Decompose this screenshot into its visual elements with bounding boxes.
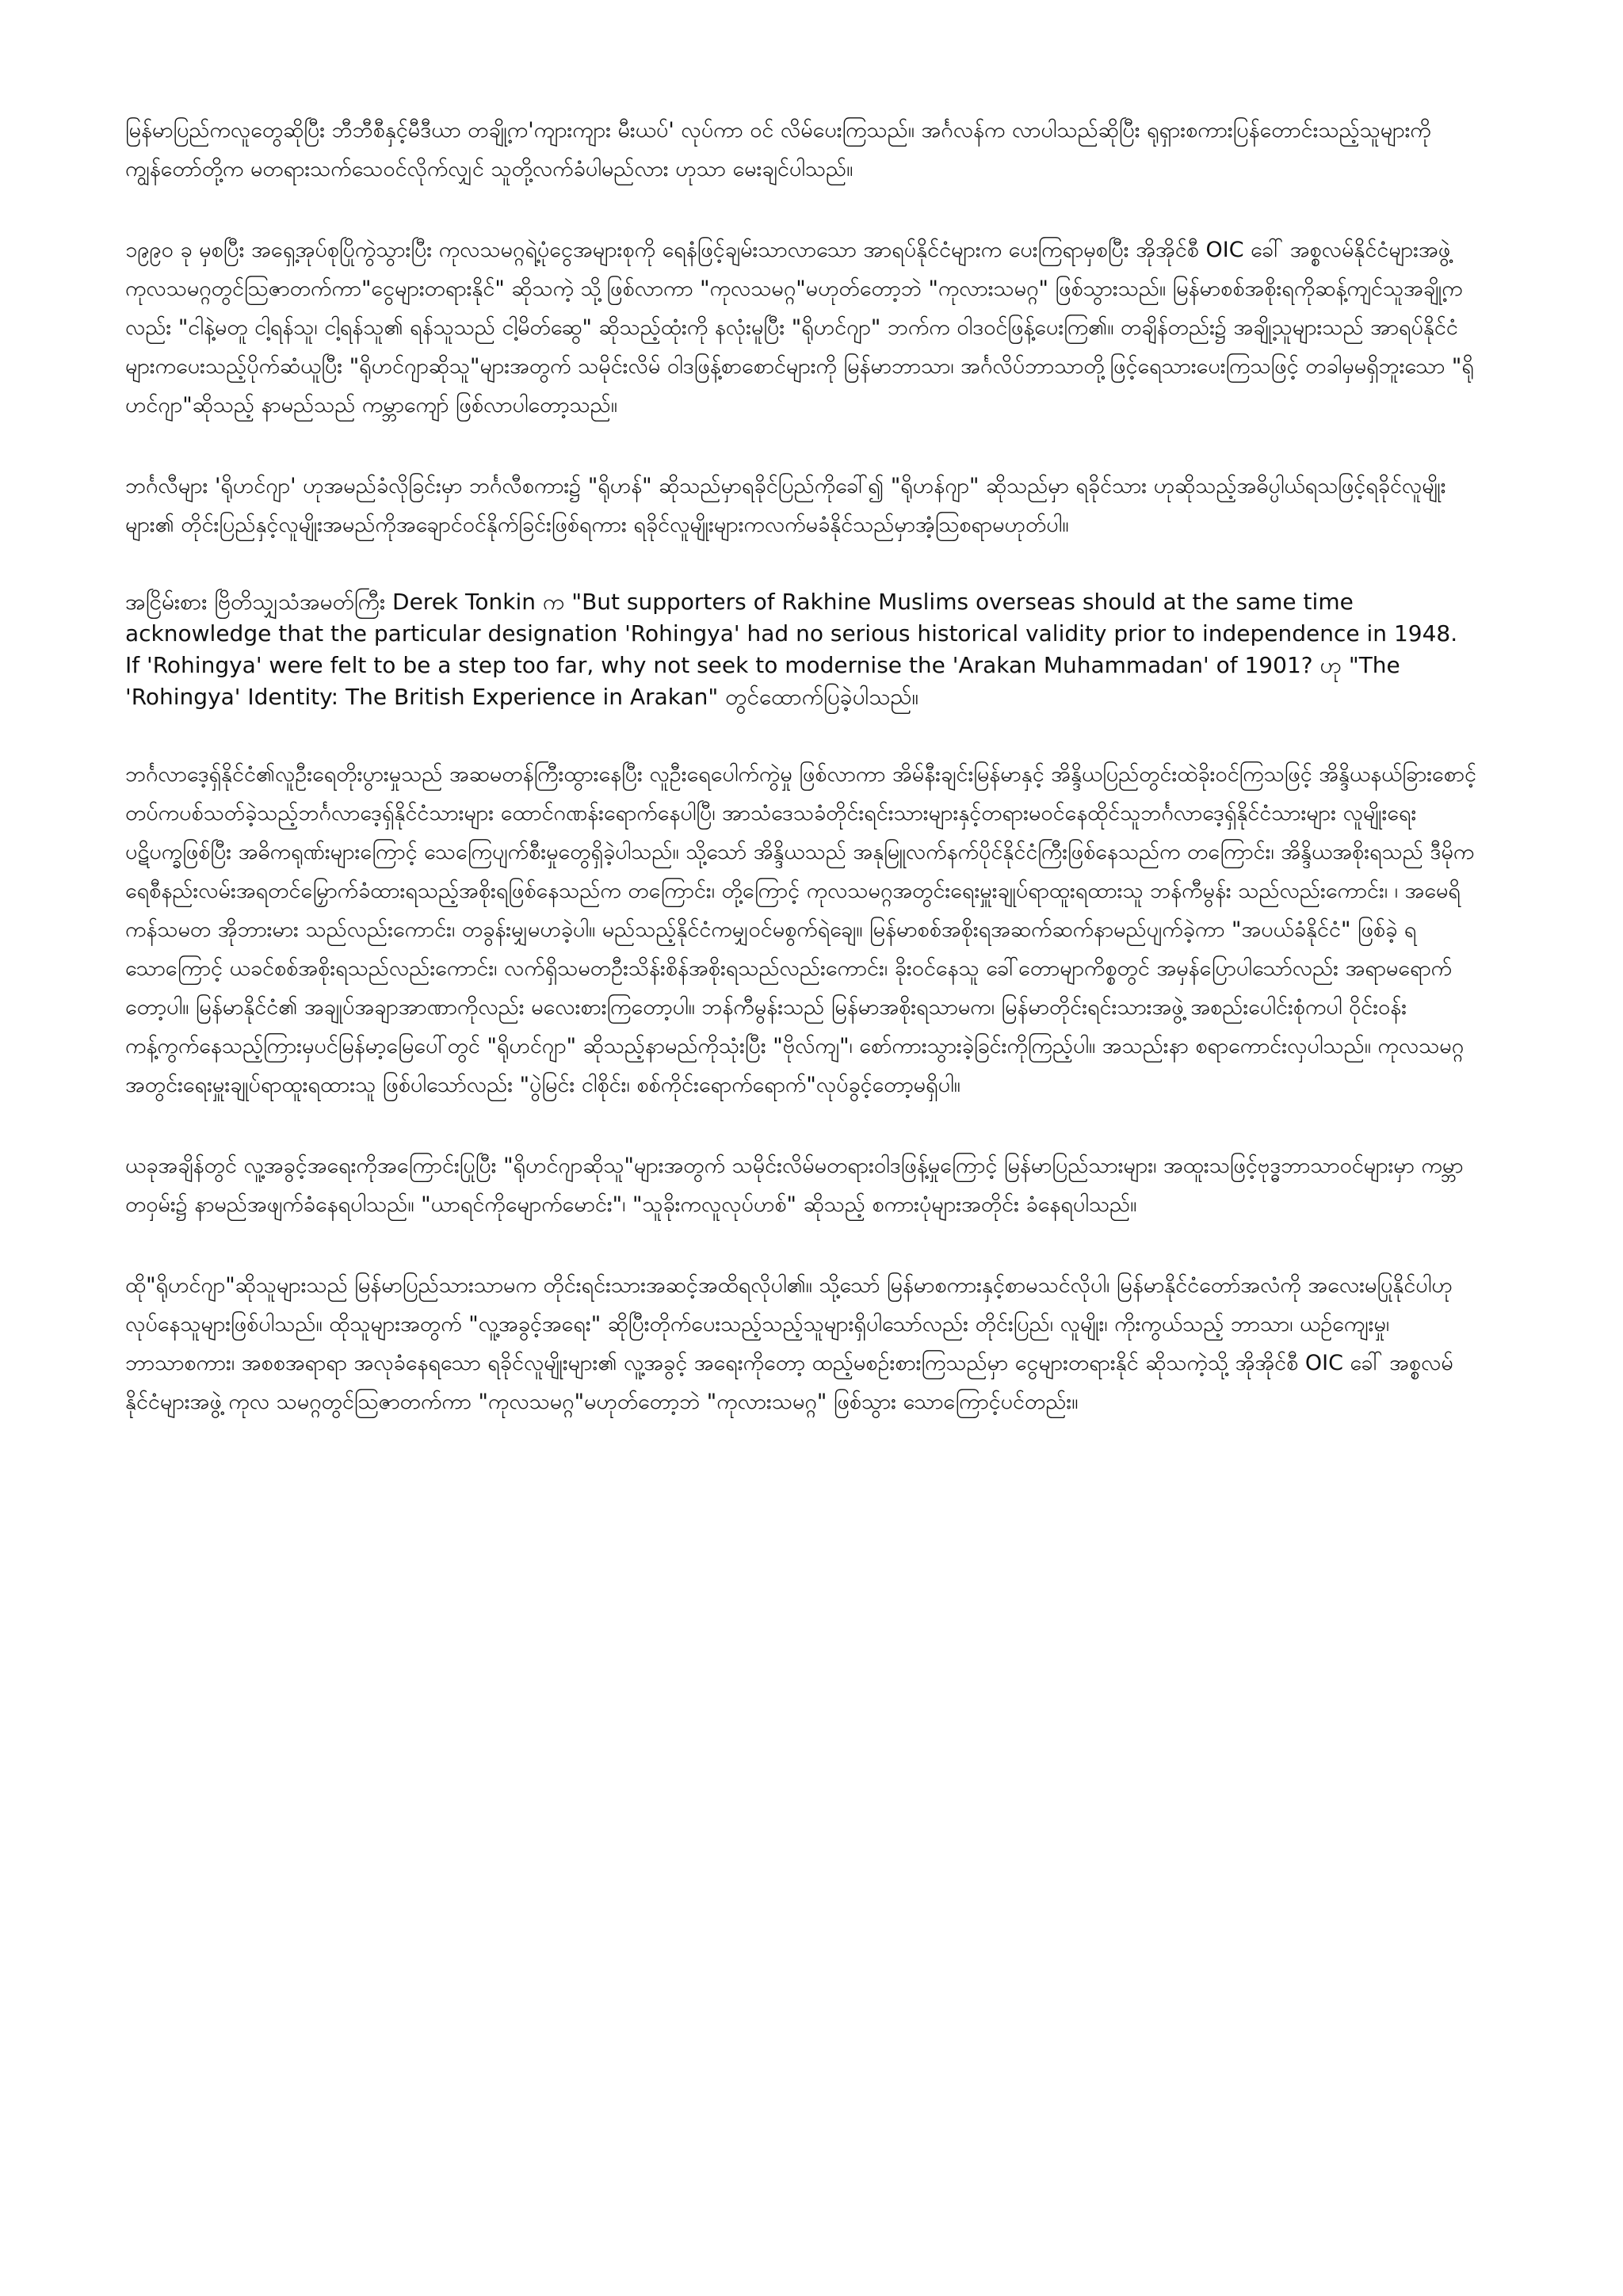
paragraph-4-quote: အငြိမ်းစား ဗြိတိသျှသံအမတ်ကြီး Derek Tonkin က "But supporters of Rakhine Muslims overseas should at the same time acknowledge that the particular designation 'Rohingya' had no serious historical validity prior to independence in 1948. If 'Rohingya' were felt to be a step too far, why not seek to modernise the 'Arakan Muhammadan' of 1901? ဟု "The 'Rohingya' Identity: The British Experience in Arakan" တွင်ထောက်ပြခဲ့ပါသည်။ [125,589,1458,710]
paragraph-1: မြန်မာပြည်ကလူတွေဆိုပြီး ဘီဘီစီနှင့်မီဒီယာ တချို့က'ကျားကျား မီးယပ်' လုပ်ကာ ဝင် လိမ်ပေးကြသည်။ အင်္ဂလန်က လာပါသည်ဆိုပြီး ရုရှားစကားပြန်တောင်းသည့်သူများကို ကျွန်တော်တို့က မတရားသက်သေဝင်လိုက်လျှင် သူတို့လက်ခံပါမည်လား ဟုသာ မေးချင်ပါသည်။ [125,118,1431,181]
paragraph-5: ဘင်္ဂလာဒေ့ရှ်နိုင်ငံ၏လူဦးရေတိုးပွားမှုသည် အဆမတန်ကြီးထွားနေပြီး လူဦးရေပေါက်ကွဲမှု ဖြစ်လာကာ အိမ်နီးချင်းမြန်မာနှင့် အိန္ဒိယပြည်တွင်းထဲခိုးဝင်ကြသဖြင့် အိန္ဒိယနယ်ခြားစောင့်တပ်ကပစ်သတ်ခဲ့သည့်ဘင်္ဂလာဒေ့ရှ်နိုင်ငံသားများ ထောင်ဂဏန်းရောက်နေပါပြီ၊ အာသံဒေသခံတိုင်းရင်းသားများနှင့်တရားမဝင်နေထိုင်သူဘင်္ဂလာဒေ့ရှ်နိုင်ငံသားများ လူမျိုးရေး ပဋိပက္ခဖြစ်ပြီး အဓိကရုဏ်းများကြောင့် သေကြေပျက်စီးမှုတွေရှိခဲ့ပါသည်။ သို့သော် အိန္ဒိယသည် အနုမြူလက်နက်ပိုင်နိုင်ငံကြီးဖြစ်နေသည်က တကြောင်း၊ အိန္ဒိယအစိုးရသည် ဒီမိုကရေစီနည်းလမ်းအရတင်မြှောက်ခံထားရသည့်အစိုးရဖြစ်နေသည်က တကြောင်း၊ တို့ကြောင့် ကုလသမဂ္ဂအတွင်းရေးမှူးချုပ်ရာထူးရထားသူ ဘန်ကီမွန်း သည်လည်းကောင်း၊ ၊ အမေရိကန်သမတ အိုဘားမား သည်လည်းကောင်း၊ တခွန်းမျှမဟခဲ့ပါ။ မည်သည့်နိုင်ငံကမျှဝင်မစွက်ရဲချေ။ မြန်မာစစ်အစိုးရအဆက်ဆက်နာမည်ပျက်ခဲ့ကာ "အပယ်ခံနိုင်ငံ" ဖြစ်ခဲ့ ရသောကြောင့် ယခင်စစ်အစိုးရသည်လည်းကောင်း၊ လက်ရှိသမတဦးသိန်းစိန်အစိုးရသည်လည်းကောင်း၊ ခိုးဝင်နေသူ ခေါ်တောမျာကိစ္စတွင် အမှန်ပြောပါသော်လည်း အရာမရောက်တော့ပါ။ မြန်မာနိုင်ငံ၏ အချုပ်အချာအာဏာကိုလည်း မလေးစားကြတော့ပါ။ ဘန်ကီမွန်းသည် မြန်မာအစိုးရသာမက၊ မြန်မာတိုင်းရင်းသားအဖွဲ့ အစည်းပေါင်းစုံကပါ ဝိုင်းဝန်းကန့်ကွက်နေသည့်ကြားမှပင်မြန်မာ့မြေပေါ်တွင် "ရိုဟင်ဂျာ" ဆိုသည့်နာမည်ကိုသုံးပြီး "ဗိုလ်ကျ"၊ စော်ကားသွားခဲ့ခြင်းကိုကြည့်ပါ။ အသည်းနာ စရာကောင်းလှပါသည်။ ကုလသမဂ္ဂ အတွင်းရေးမှူးချုပ်ရာထူးရထားသူ ဖြစ်ပါသော်လည်း "ပွဲမြင်း ငါစိုင်း၊ စစ်ကိုင်းရောက်ရောက်"လုပ်ခွင့်တော့မရှိပါ။ [125,762,1476,1097]
paragraph-7: ထို"ရိုဟင်ဂျာ"ဆိုသူများသည် မြန်မာပြည်သားသာမက တိုင်းရင်းသားအဆင့်အထိရလိုပါ၏။ သို့သော် မြန်မာစကားနှင့်စာမသင်လိုပါ၊ မြန်မာနိုင်ငံတော်အလံကို အလေးမပြုနိုင်ပါဟုလုပ်နေသူများဖြစ်ပါသည်။ ထိုသူများအတွက် "လူ့အခွင့်အရေး" ဆိုပြီးတိုက်ပေးသည့်သည့်သူများရှိပါသော်လည်း တိုင်းပြည်၊ လူမျိုး၊ ကိုးကွယ်သည့် ဘာသာ၊ ယဉ်ကျေးမှု၊ ဘာသာစကား၊ အစစအရာရာ အလုခံနေရသော ရခိုင်လူမျိုးများ၏ လူ့အခွင့် အရေးကိုတော့ ထည့်မစဉ်းစားကြသည်မှာ ငွေများတရားနိုင် ဆိုသကဲ့သို့ အိုအိုင်စီ OIC ခေါ် အစ္စလမ်နိုင်ငံများအဖွဲ့ ကုလ သမဂ္ဂတွင်ဩဇာတက်ကာ "ကုလသမဂ္ဂ"မဟုတ်တော့ဘဲ "ကုလားသမဂ္ဂ" ဖြစ်သွား သောကြောင့်ပင်တည်း။ [125,1273,1453,1414]
body-text [125,111,1479,1421]
paragraph-2: ၁၉၉၀ ခု မှစပြီး အရှေ့အုပ်စုပြိုကွဲသွားပြီး ကုလသမဂ္ဂရဲ့ပုံငွေအများစုကို ရေနံဖြင့်ချမ်းသာလာသော အာရပ်နိုင်ငံများက ပေးကြရာမှစပြီး အိုအိုင်စီ OIC ခေါ် အစ္စလမ်နိုင်ငံများအဖွဲ့ ကုလသမဂ္ဂတွင်ဩဇာတက်ကာ"ငွေများတရားနိုင်" ဆိုသကဲ့ သို့ဖြစ်လာကာ "ကုလသမဂ္ဂ"မဟုတ်တော့ဘဲ "ကုလားသမဂ္ဂ" ဖြစ်သွားသည်။ မြန်မာစစ်အစိုးရကိုဆန့်ကျင်သူအချို့ကလည်း "ငါနဲ့မတူ ငါ့ရန်သူ၊ ငါ့ရန်သူ၏ ရန်သူသည် ငါ့မိတ်ဆွေ" ဆိုသည့်ထုံးကို နလုံးမူပြီး "ရိုဟင်ဂျာ" ဘက်က ဝါဒဝင်ဖြန့်ပေးကြ၏။ တချိန်တည်း၌ အချို့သူများသည် အာရပ်နိုင်ငံ များကပေးသည့်ပိုက်ဆံယူပြီး "ရိုဟင်ဂျာဆိုသူ"များအတွက် သမိုင်းလိမ် ဝါဒဖြန့်စာစောင်များကို မြန်မာဘာသာ၊ အင်္ဂလိပ်ဘာသာတို့ဖြင့်ရေသားပေးကြသဖြင့် တခါမှမရှိဘူးသော "ရိုဟင်ဂျာ"ဆိုသည့် နာမည်သည် ကမ္ဘာကျော် ဖြစ်လာပါတော့သည်။ [125,238,1474,418]
paragraph-6: ယခုအချိန်တွင် လူ့အခွင့်အရေးကိုအကြောင်းပြုပြီး "ရိုဟင်ဂျာဆိုသူ"များအတွက် သမိုင်းလိမ်မတရားဝါဒဖြန့်မှုကြောင့် မြန်မာပြည်သားများ၊ အထူးသဖြင့်ဗုဒ္ဓဘာသာဝင်များမှာ ကမ္ဘာတဝှမ်း၌ နာမည်အဖျက်ခံနေရပါသည်။ "ယာရင်ကိုမျောက်မောင်း"၊ "သူခိုးကလူလုပ်ဟစ်" ဆိုသည့် စကားပုံများအတိုင်း ခံနေရပါသည်။ [125,1154,1464,1217]
paragraph-3: ဘင်္ဂလီများ 'ရိုဟင်ဂျာ' ဟုအမည်ခံလိုခြင်းမှာ ဘင်္ဂလီစကား၌ "ရိုဟန်" ဆိုသည်မှာရခိုင်ပြည်ကိုခေါ်၍ "ရိုဟန်ဂျာ" ဆိုသည်မှာ ရခိုင်သား ဟုဆိုသည့်အဓိပ္ပါယ်ရသဖြင့်ရခိုင်လူမျိုးများ၏ တိုင်းပြည်နှင့်လူမျိုးအမည်ကိုအချောင်ဝင်နိုက်ခြင်းဖြစ်ရကား ရခိုင်လူမျိုးများကလက်မခံနိုင်သည်မှာအံ့သြစရာမဟုတ်ပါ။ [125,474,1446,537]
